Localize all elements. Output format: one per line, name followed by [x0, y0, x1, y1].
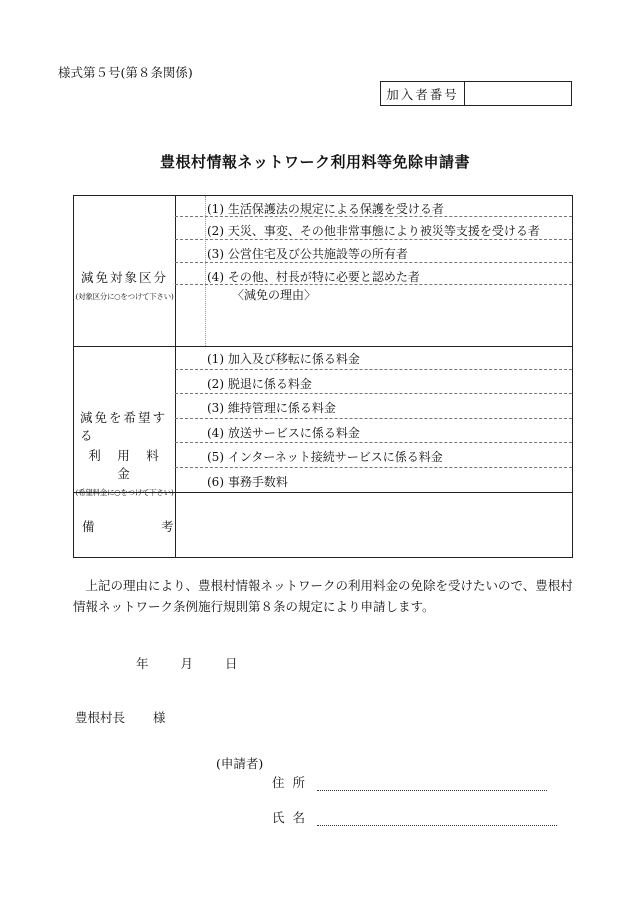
fee-category-label [74, 408, 175, 498]
exemption-item[interactable]: (3) 公営住宅及び公共施設等の所有者 [207, 247, 408, 261]
statement-line: 上記の理由により、豊根村情報ネットワークの利用料金の免除を受けたいので、豊根村 [85, 578, 573, 593]
fee-item[interactable]: (3) 維持管理に係る料金 [207, 401, 336, 415]
row-divider [175, 216, 572, 217]
member-number-box [380, 81, 572, 106]
number-column-divider [205, 196, 206, 346]
exemption-item[interactable]: (1) 生活保護法の規定による保護を受ける者 [207, 202, 444, 216]
section-divider [74, 346, 572, 347]
member-number-field[interactable] [465, 82, 571, 105]
fee-item[interactable]: (2) 脱退に係る料金 [207, 377, 312, 391]
name-field[interactable] [272, 808, 557, 826]
label-column-divider [175, 196, 176, 557]
date-line [136, 654, 237, 672]
fee-item[interactable]: (4) 放送サービスに係る料金 [207, 426, 360, 440]
document-title: 豊根村情報ネットワーク利用料等免除申請書 [159, 153, 470, 171]
exemption-category-title: 減免対象区分 [80, 270, 168, 285]
exemption-item[interactable]: (2) 天災、事変、その他非常事態により被災等支援を受ける者 [207, 224, 540, 238]
row-divider [175, 467, 572, 468]
name-line[interactable] [317, 813, 557, 826]
row-divider [175, 442, 572, 443]
form-number: 様式第５号(第８条関係) [58, 65, 193, 80]
address-line[interactable] [317, 778, 547, 791]
fee-category-title-line1: 減免を希望する [80, 410, 168, 443]
fee-item[interactable]: (5) インターネット接続サービスに係る料金 [207, 450, 443, 464]
exemption-reason-label: 〈減免の理由〉 [232, 288, 317, 302]
row-divider [175, 284, 572, 285]
section-divider [74, 492, 572, 493]
remarks-label-left: 備 [82, 519, 95, 534]
applicant-label: (申請者) [216, 756, 264, 771]
declaration-statement [73, 575, 573, 617]
fee-category-note: (希望料金に○をつけて下さい) [75, 488, 174, 497]
row-divider [175, 418, 572, 419]
row-divider [175, 369, 572, 370]
date-year: 年 [136, 656, 149, 671]
date-month: 月 [180, 656, 193, 671]
name-label: 氏名 [272, 810, 314, 825]
addressee-name: 豊根村長 [75, 710, 126, 725]
fee-category-title-line2: 利 用 料 金 [88, 448, 176, 481]
row-divider [175, 262, 572, 263]
exemption-category-label [74, 268, 175, 302]
addressee-honorific: 様 [152, 710, 166, 725]
row-divider [175, 239, 572, 240]
exemption-category-note: (対象区分に○をつけて下さい) [75, 292, 174, 301]
address-field[interactable] [272, 773, 547, 791]
exemption-item[interactable]: (4) その他、村長が特に必要と認めた者 [207, 270, 420, 284]
row-divider [175, 393, 572, 394]
member-number-label: 加入者番号 [381, 82, 465, 105]
application-table [73, 195, 573, 558]
fee-item[interactable]: (6) 事務手数料 [207, 475, 288, 489]
date-day: 日 [224, 656, 238, 671]
fee-item[interactable]: (1) 加入及び移転に係る料金 [207, 352, 360, 366]
addressee [75, 708, 166, 726]
address-label: 住所 [272, 775, 314, 790]
statement-line: 情報ネットワーク条例施行規則第８条の規定により申請します。 [73, 599, 435, 614]
remarks-label-right: 考 [161, 519, 174, 534]
